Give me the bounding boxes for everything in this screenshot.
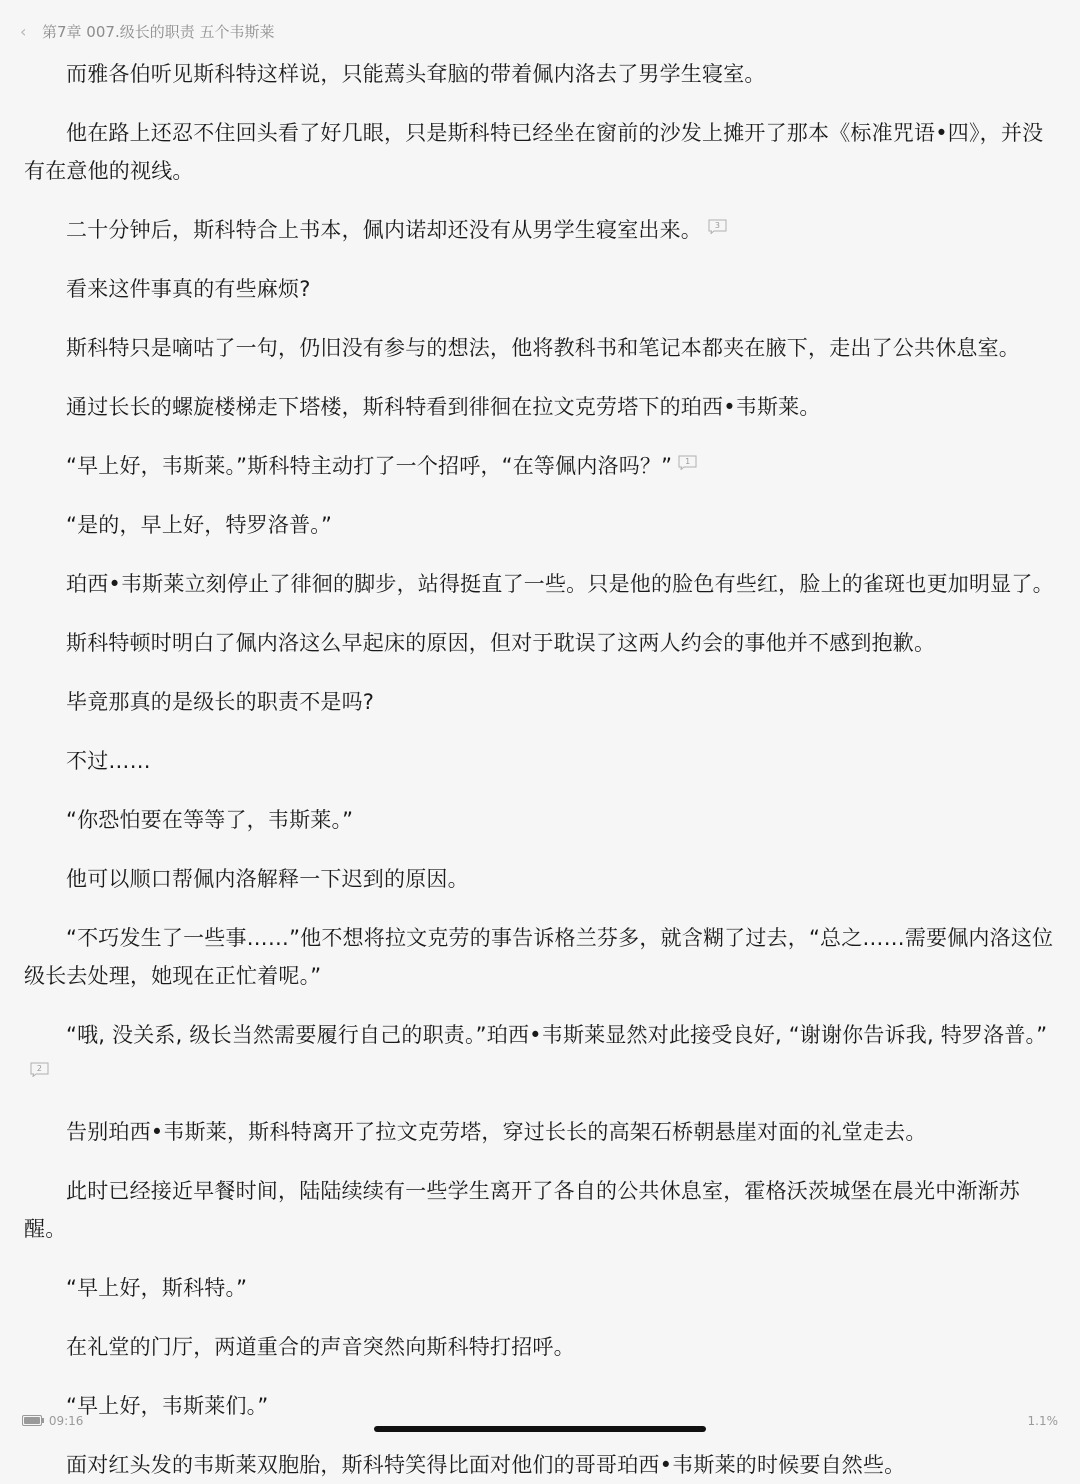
comment-count: 2 — [36, 1064, 43, 1073]
paragraph-text: 二十分钟后，斯科特合上书本，佩内诺却还没有从男学生寝室出来。 — [66, 218, 702, 242]
paragraph — [24, 506, 1062, 544]
paragraph-text: “早上好，斯科特。” — [66, 1276, 248, 1300]
paragraph-text: 而雅各伯听见斯科特这样说，只能蔫头耷脑的带着佩内洛去了男学生寝室。 — [66, 62, 766, 86]
paragraph — [24, 742, 1062, 780]
reading-content — [24, 55, 1062, 1484]
paragraph — [24, 801, 1062, 839]
paragraph-text: 毕竟那真的是级长的职责不是吗? — [66, 690, 375, 714]
paragraph-text: 斯科特顿时明白了佩内洛这么早起床的原因，但对于耽误了这两人约会的事他并不感到抱歉。 — [66, 631, 936, 655]
paragraph — [24, 1328, 1062, 1366]
back-chevron-icon[interactable]: ‹ — [20, 22, 27, 41]
paragraph — [24, 860, 1062, 898]
paragraph-text: 不过…… — [66, 749, 151, 773]
paragraph — [24, 1016, 1062, 1092]
paragraph — [24, 270, 1062, 308]
paragraph — [24, 55, 1062, 93]
paragraph-text: 告别珀西•韦斯莱，斯科特离开了拉文克劳塔，穿过长长的高架石桥朝悬崖对面的礼堂走去。 — [66, 1120, 927, 1144]
paragraph — [24, 211, 1062, 249]
reading-progress: 1.1% — [1027, 1414, 1058, 1428]
battery-icon — [22, 1415, 42, 1426]
paragraph — [24, 114, 1062, 190]
paragraph-text: 面对红头发的韦斯莱双胞胎，斯科特笑得比面对他们的哥哥珀西•韦斯莱的时候要自然些。 — [66, 1453, 906, 1477]
paragraph-text: “你恐怕要在等等了，韦斯莱。” — [66, 808, 354, 832]
comment-bubble-icon[interactable] — [678, 455, 697, 470]
paragraph — [24, 624, 1062, 662]
paragraph-text: 他在路上还忍不住回头看了好几眼，只是斯科特已经坐在窗前的沙发上摊开了那本《标准咒语•四》，并没有在意他的视线。 — [24, 121, 1044, 183]
paragraph-text: 斯科特只是嘀咕了一句，仍旧没有参与的想法，他将教科书和笔记本都夹在腋下，走出了公共休息室。 — [66, 336, 1020, 360]
clock-time: 09:16 — [48, 1414, 84, 1428]
paragraph — [24, 565, 1062, 603]
comment-count: 3 — [714, 221, 721, 230]
paragraph-text: 此时已经接近早餐时间，陆陆续续有一些学生离开了各自的公共休息室，霍格沃茨城堡在晨光中渐渐苏醒。 — [24, 1179, 1020, 1241]
paragraph — [24, 683, 1062, 721]
paragraph-text: 通过长长的螺旋楼梯走下塔楼，斯科特看到徘徊在拉文克劳塔下的珀西•韦斯莱。 — [66, 395, 821, 419]
reader-header — [0, 0, 1080, 60]
paragraph — [24, 1269, 1062, 1307]
status-bar-left — [22, 1413, 83, 1429]
home-indicator[interactable] — [374, 1426, 706, 1432]
paragraph — [24, 447, 1062, 485]
comment-bubble-icon[interactable] — [30, 1062, 49, 1077]
paragraph — [24, 1172, 1062, 1248]
paragraph-text: “是的，早上好，特罗洛普。” — [66, 513, 333, 537]
paragraph — [24, 1387, 1062, 1425]
comment-count: 1 — [685, 457, 691, 466]
paragraph-text: 珀西•韦斯莱立刻停止了徘徊的脚步，站得挺直了一些。只是他的脸色有些红，脸上的雀斑也更加明显了。 — [66, 572, 1054, 596]
paragraph — [24, 919, 1062, 995]
paragraph-text: 他可以顺口帮佩内洛解释一下迟到的原因。 — [66, 867, 469, 891]
paragraph — [24, 1113, 1062, 1151]
paragraph-text: “早上好，韦斯莱们。” — [66, 1394, 269, 1418]
paragraph-text: 看来这件事真的有些麻烦? — [66, 277, 311, 301]
paragraph-text: “哦, 没关系, 级长当然需要履行自己的职责。”珀西•韦斯莱显然对此接受良好, “谢谢你告诉我, 特罗洛普。” — [66, 1023, 1048, 1047]
paragraph-text: “早上好，韦斯莱。”斯科特主动打了一个招呼，“在等佩内洛吗？” — [66, 454, 673, 478]
paragraph — [24, 388, 1062, 426]
paragraph-text: “不巧发生了一些事……”他不想将拉文克劳的事告诉格兰芬多，就含糊了过去，“总之……需要佩内洛这位级长去处理，她现在正忙着呢。” — [24, 926, 1054, 988]
paragraph-text: 在礼堂的门厅，两道重合的声音突然向斯科特打招呼。 — [66, 1335, 575, 1359]
comment-bubble-icon[interactable] — [708, 219, 727, 234]
chapter-title[interactable]: 第7章 007.级长的职责 五个韦斯莱 — [42, 23, 275, 41]
paragraph — [24, 1446, 1062, 1484]
paragraph — [24, 329, 1062, 367]
